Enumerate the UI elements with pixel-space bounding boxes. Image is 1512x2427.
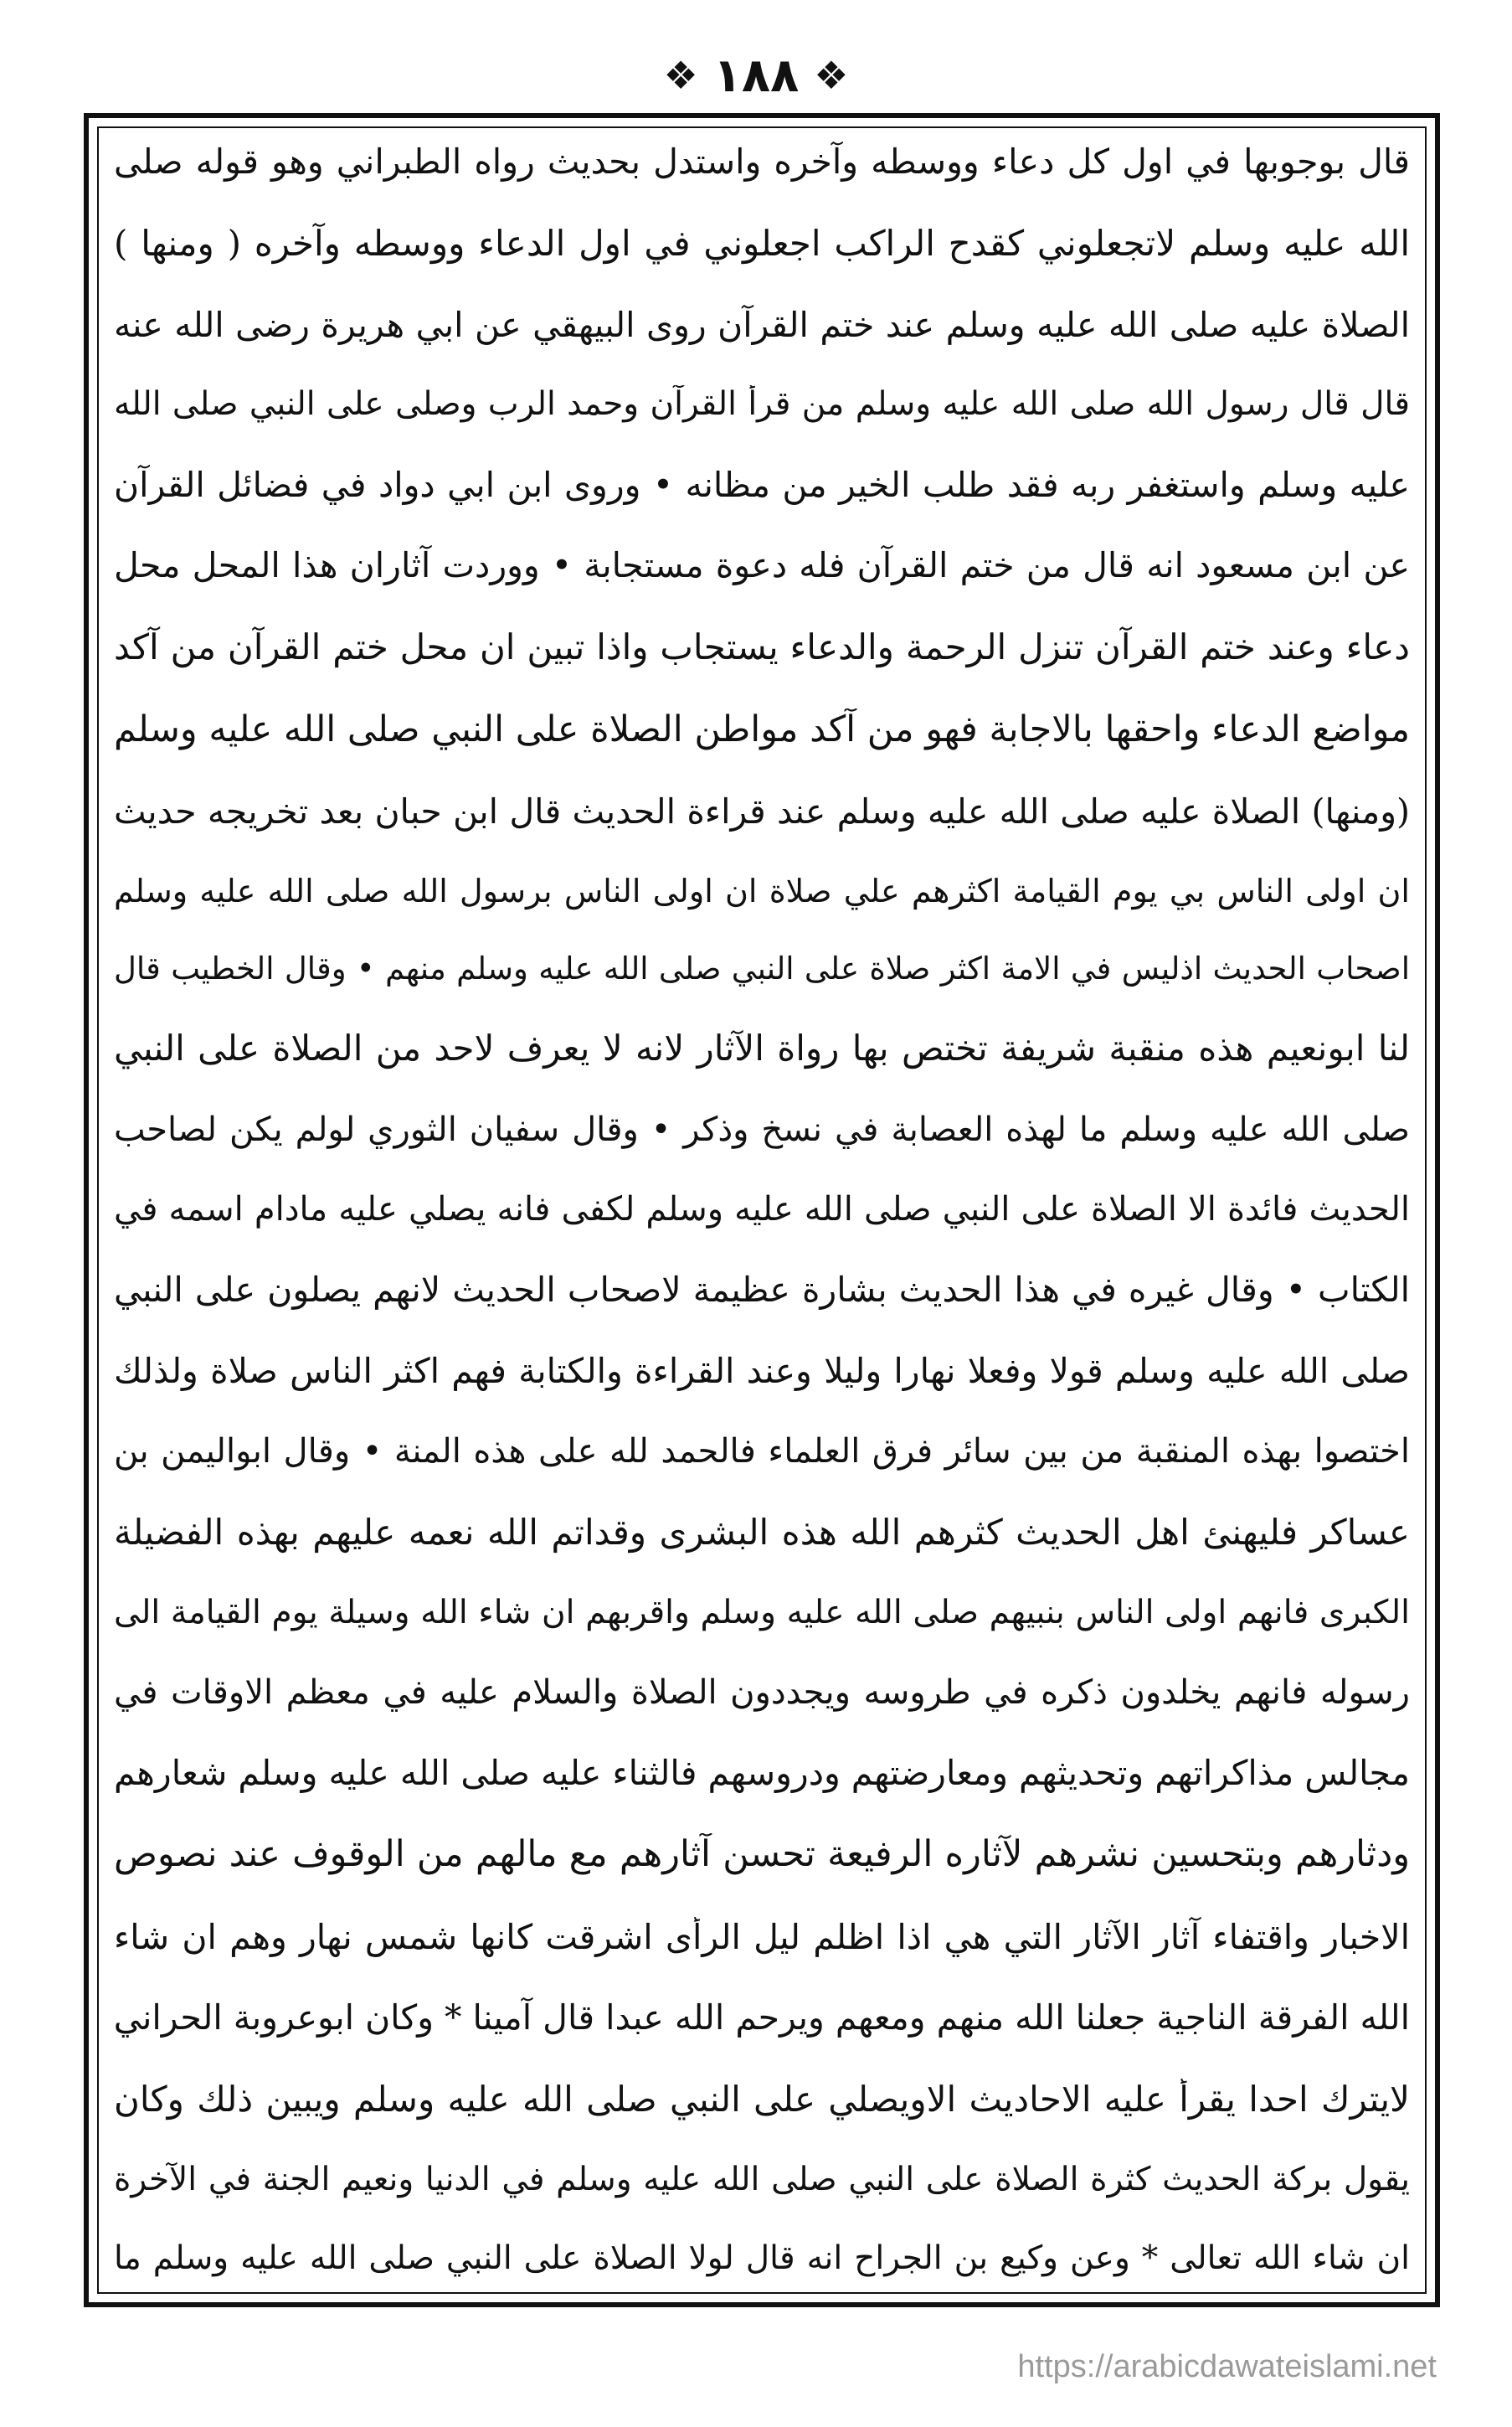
text-line: يقول بركة الحديث كثرة الصلاة على النبي صلى الله عليه وسلم في الدنيا ونعيم الجنة في الآخرة	[114, 2160, 1410, 2198]
text-line: لايترك احدا يقرأ عليه الاحاديث الاويصلي على النبي صلى الله عليه وسلم ويبين ذلك وكان	[114, 2078, 1410, 2120]
text-line: صلى الله عليه وسلم ما لهذه العصابة في نسخ وذكر • وقال سفيان الثوري لولم يكن لصاحب	[114, 1110, 1410, 1149]
text-line: قال بوجوبها في اول كل دعاء ووسطه وآخره واستدل بحديث رواه الطبراني وهو قوله صلى	[114, 142, 1410, 182]
text-line: (ومنها) الصلاة عليه صلى الله عليه وسلم عند قراءة الحديث قال ابن حبان بعد تخريجه حديث	[114, 791, 1410, 832]
ornament-left-icon: ❖	[663, 53, 698, 98]
text-line: عن ابن مسعود انه قال من ختم القرآن فله دعوة مستجابة • ووردت آثاران هذا المحل محل	[114, 545, 1410, 586]
text-line: لنا ابونعيم هذه منقبة شريفة تختص بها رواة الآثار لانه لا يعرف لاحد من الصلاة على النبي	[114, 1027, 1410, 1069]
text-line: ودثارهم وبتحسين نشرهم لآثاره الرفيعة تحسن آثارهم مع مالهم من الوقوف عند نصوص	[114, 1833, 1410, 1876]
text-line: مجالس مذاكراتهم وتحديثهم ومعارضتهم ودروسهم فالثناء عليه صلى الله عليه وسلم شعارهم	[114, 1752, 1410, 1793]
text-line: دعاء وعند ختم القرآن تنزل الرحمة والدعاء يستجاب واذا تبين ان محل ختم القرآن من آكد	[114, 626, 1410, 668]
text-line: الله عليه وسلم لاتجعلوني كقدح الراكب اجعلوني في اول الدعاء ووسطه وآخره ( ومنها )	[114, 222, 1410, 264]
page-number: ۱۸۸	[712, 48, 800, 103]
text-line: ان شاء الله تعالى * وعن وكيع بن الجراح انه قال لولا الصلاة على النبي صلى الله عليه وسلم ما	[114, 2239, 1410, 2278]
ornament-right-icon: ❖	[814, 53, 849, 98]
text-line: عساكر فليهنئ اهل الحديث كثرهم الله هذه البشرى وقداتم الله نعمه عليهم بهذه الفضيلة	[114, 1511, 1410, 1553]
text-line: رسوله فانهم يخلدون ذكره في طروسه ويجددون الصلاة والسلام عليه في معظم الاوقات في	[114, 1673, 1410, 1713]
text-line: قال قال رسول الله صلى الله عليه وسلم من قرأ القرآن وحمد الرب وصلى على النبي صلى الله	[114, 385, 1410, 424]
text-line: اصحاب الحديث اذليس في الامة اكثر صلاة على النبي صلى الله عليه وسلم منهم • وقال الخطيب قال	[114, 951, 1410, 987]
text-line: صلى الله عليه وسلم قولا وفعلا نهارا وليلا وعند القراءة والكتابة فهم اكثر الناس صلاة ولذلك	[114, 1350, 1410, 1391]
text-line: الاخبار واقتفاء آثار الآثار التي هي اذا اظلم ليل الرأى اشرقت كانها شمس نهار وهم ان شاء	[114, 1916, 1410, 1957]
text-line: الصلاة عليه صلى الله عليه وسلم عند ختم القرآن روى البيهقي عن ابي هريرة رضى الله عنه	[114, 304, 1410, 345]
page-header	[0, 33, 1512, 117]
text-line: الحديث فائدة الا الصلاة على النبي صلى الله عليه وسلم لكفى فانه يصلي عليه مادام اسمه في	[114, 1190, 1410, 1229]
text-line: اختصوا بهذه المنقبة من بين سائر فرق العلماء فالحمد لله على هذه المنة • وقال ابواليمن بن	[114, 1432, 1410, 1471]
text-frame	[84, 113, 1440, 2307]
body-text	[114, 142, 1410, 2279]
text-line: ان اولى الناس بي يوم القيامة اكثرهم علي صلاة ان اولى الناس برسول الله صلى الله عليه وسلم	[114, 872, 1410, 909]
text-line: الله الفرقة الناجية جعلنا الله منهم ومعهم ويرحم الله عبدا قال آمينا * وكان ابوعروبة الحراني	[114, 1997, 1410, 2038]
text-line: مواضع الدعاء واحقها بالاجابة فهو من آكد مواطن الصلاة على النبي صلى الله عليه وسلم	[114, 709, 1410, 751]
text-line: الكبرى فانهم اولى الناس بنبيهم صلى الله عليه وسلم واقربهم ان شاء الله وسيلة يوم القيامة الى	[114, 1593, 1410, 1631]
text-line: عليه وسلم واستغفر ربه فقد طلب الخير من مظانه • وروى ابن ابي دواد في فضائل القرآن	[114, 464, 1410, 505]
watermark-url: https://arabicdawateislami.net	[1017, 2349, 1437, 2384]
text-line: الكتاب • وقال غيره في هذا الحديث بشارة عظيمة لاصحاب الحديث لانهم يصلون على النبي	[114, 1269, 1410, 1310]
